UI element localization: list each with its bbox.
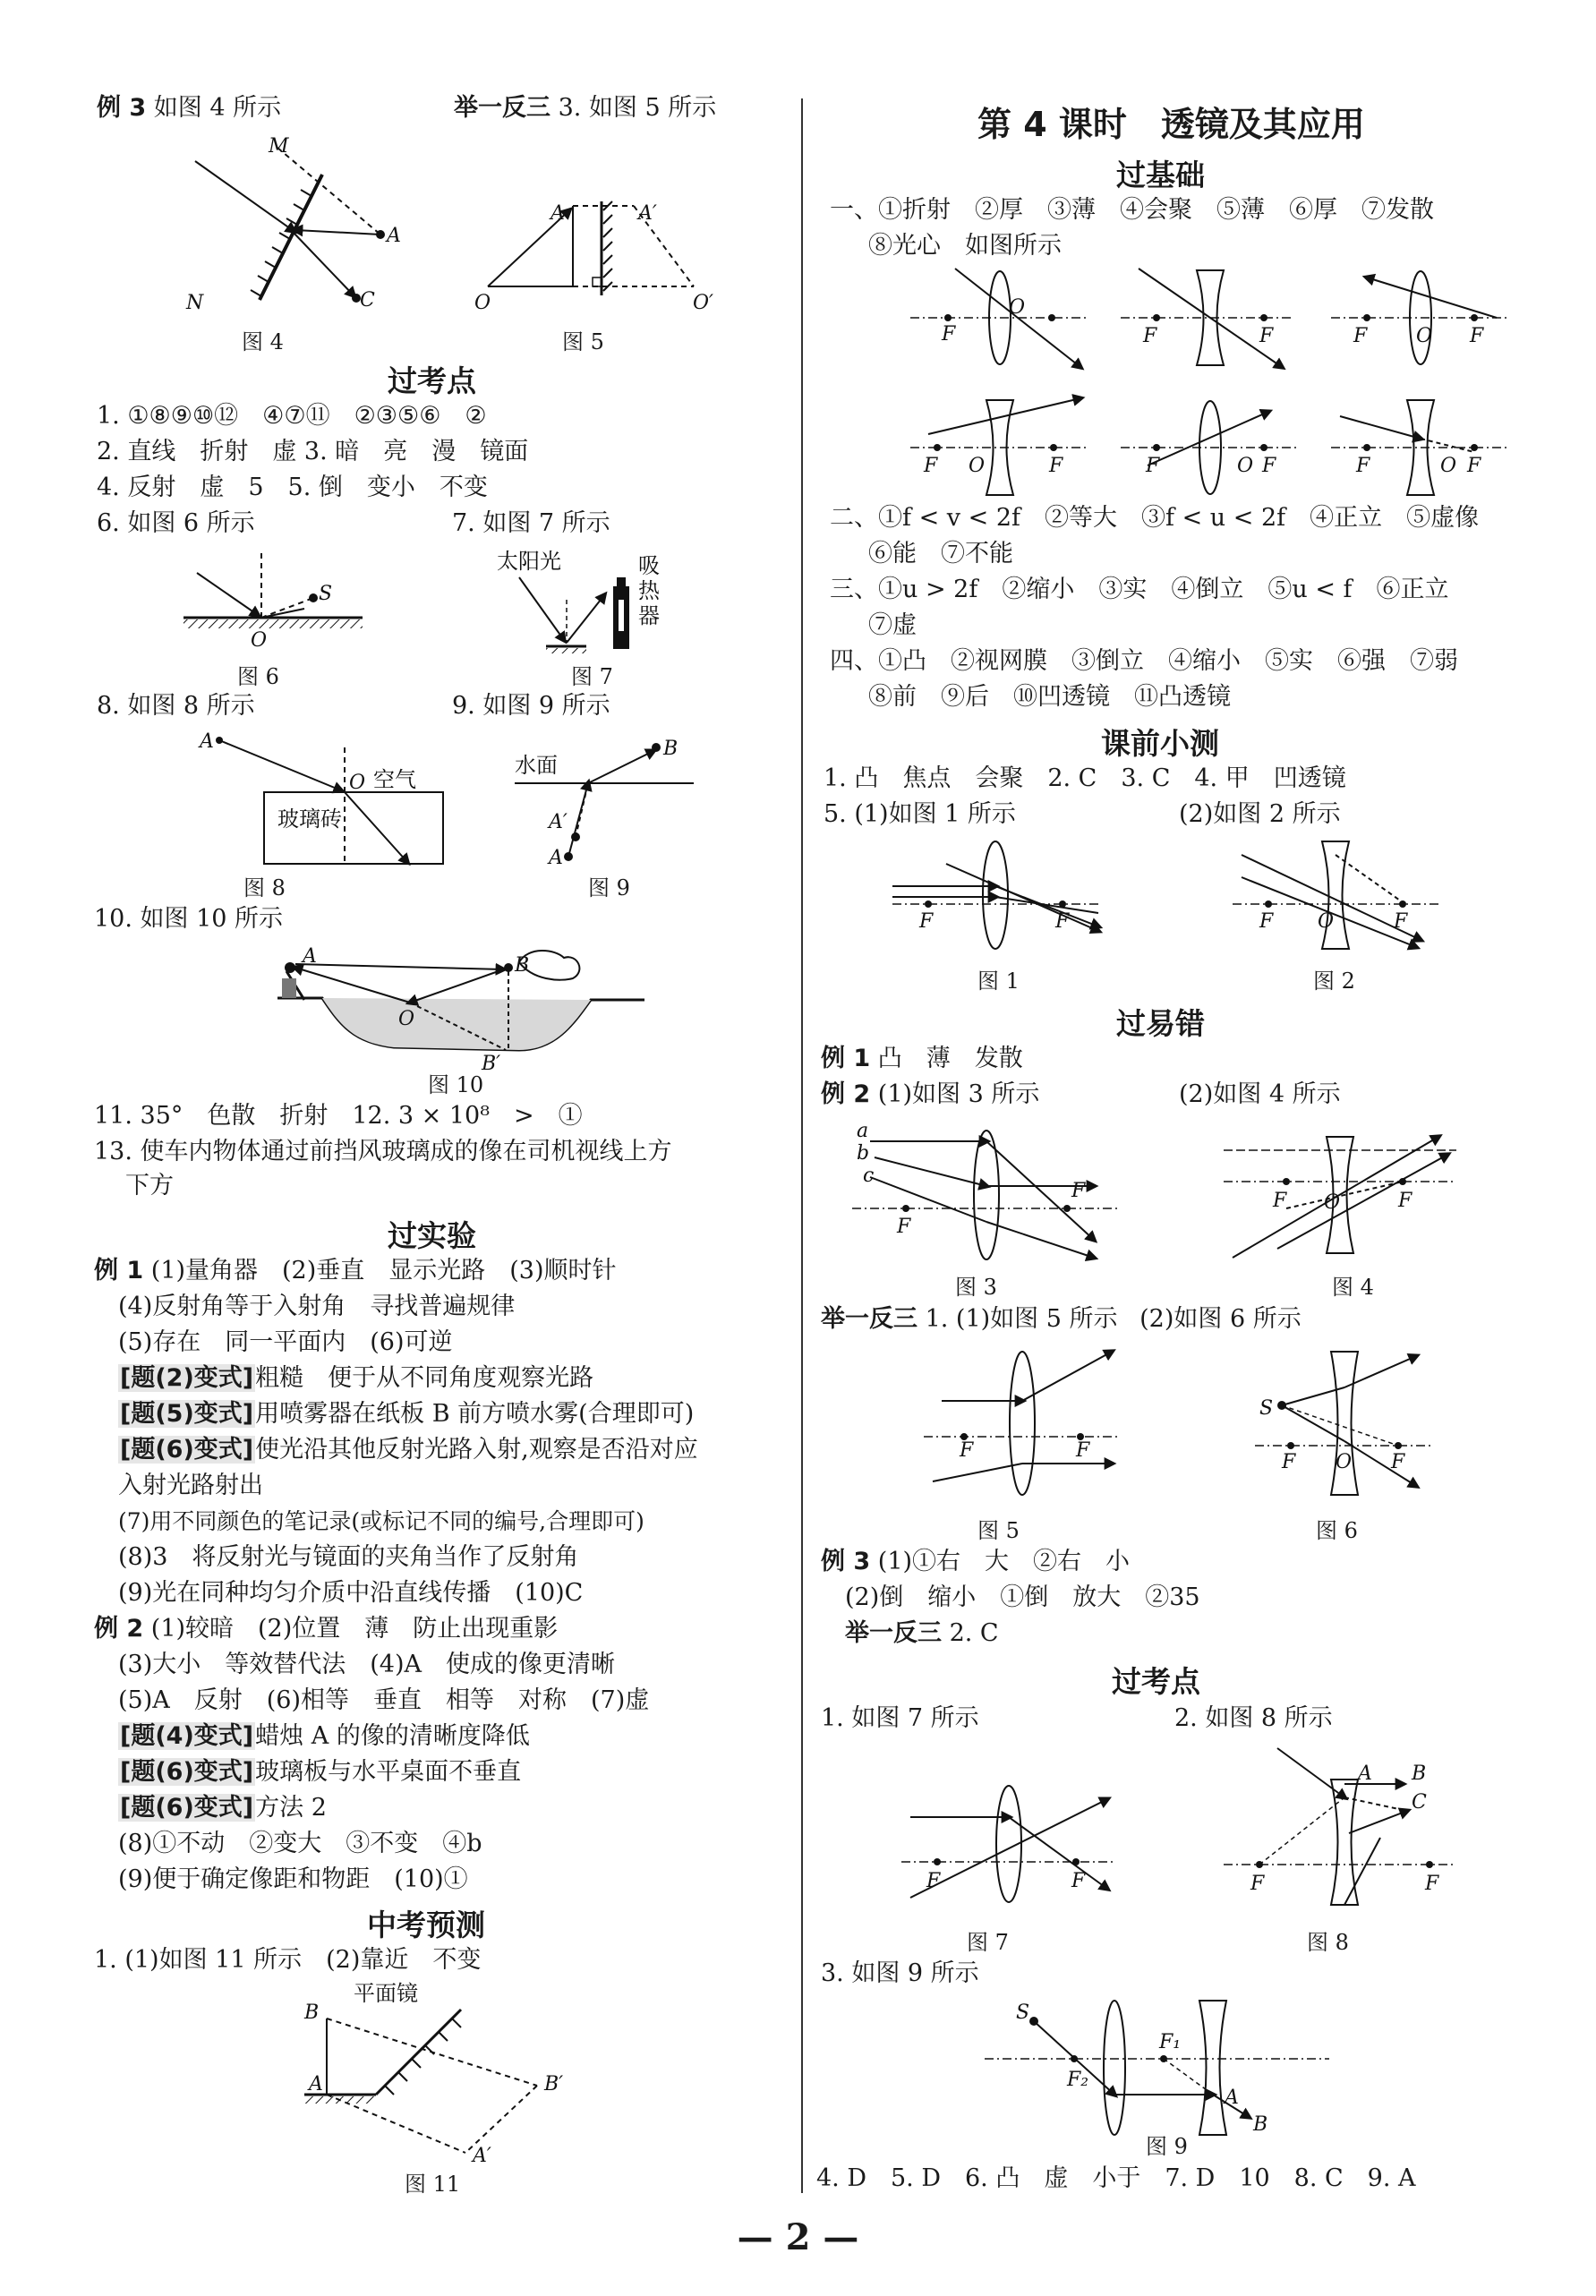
answer-line: (7)用不同颜色的笔记录(或标记不同的编号,合理即可)	[118, 1508, 644, 1534]
figure-6-caption: 图 6	[237, 664, 279, 689]
lens-diagram-convex-3	[1121, 401, 1300, 494]
optical-center-label: O	[1324, 1191, 1341, 1214]
figure-3-convex-lens	[852, 1120, 1121, 1262]
answer-line: 2. 直线 折射 虚 3. 暗 亮 漫 镜面	[97, 438, 529, 465]
focal-label: F	[1262, 455, 1276, 477]
lens-diagram-concave-2	[910, 398, 1089, 495]
answer-line: (5)存在 同一平面内 (6)可逆	[118, 1328, 453, 1356]
focal-label: F	[924, 455, 938, 477]
figure-9-water-refraction	[515, 738, 747, 873]
mirror-label: 平面镜	[354, 1981, 418, 2006]
variant-text: 方法 2	[255, 1794, 327, 1822]
answer-text: (1)①右 大 ②右 小	[877, 1548, 1131, 1575]
air-label: 空气	[373, 767, 416, 792]
figure-6-concave-lens	[1255, 1352, 1434, 1504]
optical-center-label: O	[1237, 455, 1254, 477]
answer-text: (2)如图 6 所示	[1139, 1305, 1302, 1333]
optical-center-label: O	[1336, 1451, 1353, 1473]
label-B: B	[663, 738, 679, 760]
variant-line	[118, 1363, 593, 1394]
section-title-kqxc: 课前小测	[1101, 726, 1219, 761]
focal-label: F	[1394, 910, 1408, 933]
variant-line	[118, 1435, 698, 1465]
lens-ray-diagrams	[910, 269, 1519, 537]
label-F1: F₁	[1159, 2031, 1182, 2053]
focal-label: F	[1146, 455, 1160, 477]
label-A: A	[303, 945, 317, 968]
answer-line: 2. 如图 8 所示	[1174, 1704, 1333, 1732]
label-S: S	[1016, 2002, 1030, 2024]
label-C: C	[1412, 1791, 1427, 1814]
water-surface-label: 水面	[515, 753, 558, 778]
answer-line: 7. 如图 7 所示	[452, 509, 610, 537]
example-label: 例 1	[821, 1045, 871, 1072]
example-label: 例 3	[821, 1548, 871, 1575]
focal-label: F	[1282, 1451, 1296, 1473]
focal-label: F	[1259, 910, 1274, 933]
focal-label: F	[1425, 1873, 1439, 1895]
focal-label: F	[1071, 1870, 1086, 1892]
variant-text: 蜡烛 A 的像的清晰度降低	[255, 1722, 530, 1750]
focal-label: F	[1353, 325, 1368, 347]
figure-6-caption: 图 6	[1316, 1518, 1358, 1543]
answer-text: 1. (1)如图 5 所示	[925, 1305, 1118, 1333]
label-A: A	[549, 847, 563, 869]
variant-text: 玻璃板与水平桌面不垂直	[255, 1758, 522, 1786]
figure-8-caption: 图 8	[1307, 1930, 1349, 1955]
answer-text: (1)量角器 (2)垂直 显示光路 (3)顺时针	[150, 1257, 617, 1285]
figure-5-plane-mirror	[474, 192, 716, 318]
follow-up-3-line	[454, 93, 716, 124]
example-1-line	[821, 1044, 1023, 1074]
focal-label: F	[1391, 1451, 1405, 1473]
section-title-jichu: 过基础	[1116, 158, 1205, 192]
answer-line: 10. 如图 10 所示	[94, 905, 284, 933]
optical-center-label: O	[1416, 325, 1433, 347]
answer-text: 凸 薄 发散	[877, 1045, 1023, 1072]
figure-8-refraction-glass	[175, 730, 461, 873]
label-B-prime: B′	[482, 1053, 501, 1075]
label-B: B	[1253, 2113, 1268, 2136]
figure-7-caption: 图 7	[571, 664, 613, 689]
page-number: — 2 —	[737, 2216, 859, 2258]
label-A: A	[1358, 1763, 1372, 1785]
follow-up-1-line	[821, 1304, 1302, 1335]
answer-line: (5)A 反射 (6)相等 垂直 相等 对称 (7)虚	[118, 1686, 650, 1714]
answer-line: 13. 使车内物体通过前挡风玻璃成的像在司机视线上方	[94, 1138, 672, 1165]
variant-tag: [题(6)变式]	[120, 1794, 254, 1822]
example-3-line	[821, 1547, 1130, 1577]
answer-line: (8)3 将反射光与镜面的夹角当作了反射角	[118, 1543, 579, 1571]
label-a: a	[857, 1120, 869, 1142]
label-c: c	[863, 1165, 875, 1187]
figure-2-concave-lens	[1233, 841, 1438, 953]
label-A: A	[550, 202, 565, 225]
section-title-kaodian: 过考点	[1112, 1664, 1200, 1699]
answer-line: ⑧光心 如图所示	[868, 232, 1062, 260]
lesson-title: 第 4 课时 透镜及其应用	[977, 105, 1365, 144]
figure-9-caption: 图 9	[588, 875, 630, 900]
figure-8-concave-lens	[1224, 1744, 1456, 1909]
figure-1-convex-lens	[892, 841, 1098, 953]
variant-text: 使光沿其他反射光路入射,观察是否沿对应	[255, 1436, 698, 1464]
glass-label: 玻璃砖	[277, 807, 342, 832]
focal-label: F	[1467, 455, 1481, 477]
figure-4-caption: 图 4	[1332, 1275, 1374, 1300]
example-3-line	[97, 93, 281, 124]
label-B-prime: B′	[544, 2073, 564, 2095]
figure-5-caption: 图 5	[562, 329, 604, 354]
label-B: B	[304, 2002, 320, 2024]
follow-up-label: 举一反三	[845, 1619, 942, 1647]
answer-line: ⑥能 ⑦不能	[868, 540, 1013, 568]
example-2-line	[94, 1614, 558, 1644]
answer-line: ⑧前 ⑨后 ⑩凹透镜 ⑪凸透镜	[868, 683, 1231, 711]
variant-line	[118, 1399, 694, 1430]
variant-tag: [题(6)变式]	[120, 1758, 254, 1786]
example-label: 例 2	[821, 1080, 871, 1108]
answer-line: 1. 如图 7 所示	[821, 1704, 979, 1732]
example-1-line	[94, 1256, 617, 1286]
sunlight-label: 太阳光	[497, 549, 561, 574]
label-N: N	[186, 292, 204, 314]
label-O: O	[474, 292, 491, 314]
answer-text: 2. C	[949, 1619, 999, 1647]
answer-line: 下方	[125, 1172, 174, 1199]
example-2-line	[821, 1080, 1039, 1110]
label-A: A	[309, 2073, 323, 2095]
example-label: 例 2	[94, 1615, 144, 1643]
answer-line: 1. (1)如图 11 所示 (2)靠近 不变	[94, 1946, 482, 1974]
figure-5-caption: 图 5	[977, 1518, 1020, 1543]
variant-tag: [题(6)变式]	[120, 1436, 254, 1464]
focal-label: F	[1076, 1439, 1090, 1462]
figure-11-plane-mirror	[304, 1981, 644, 2167]
focal-label: F	[1398, 1190, 1413, 1212]
focal-label: F	[1055, 910, 1070, 933]
lens-diagram-convex-2	[1331, 271, 1510, 364]
lens-diagram-concave-1	[1121, 269, 1291, 367]
answer-line: 5. (1)如图 1 所示	[824, 800, 1016, 828]
answer-line: 1. ①⑧⑨⑩⑫ ④⑦⑪ ②③⑤⑥ ②	[97, 402, 487, 430]
example-label: 例 3	[97, 94, 147, 122]
focal-label: F	[1470, 325, 1484, 347]
answer-line: 二、①f < v < 2f ②等大 ③f < u < 2f ④正立 ⑤虚像	[830, 504, 1480, 532]
label-A: A	[200, 730, 214, 753]
label-b: b	[857, 1142, 870, 1165]
variant-line	[118, 1757, 521, 1788]
figure-9-caption: 图 9	[1146, 2134, 1188, 2159]
answer-line: 4. 反射 虚 5 5. 倒 变小 不变	[97, 474, 488, 501]
focal-label: F	[1143, 325, 1157, 347]
label-O: O	[251, 629, 268, 652]
variant-text: 用喷雾器在纸板 B 前方喷水雾(合理即可)	[255, 1400, 695, 1428]
example-text: 如图 4 所示	[153, 94, 282, 122]
variant-line	[118, 1721, 530, 1752]
answer-line: 四、①凸 ②视网膜 ③倒立 ④缩小 ⑤实 ⑥强 ⑦弱	[830, 647, 1458, 675]
label-S: S	[319, 583, 333, 605]
section-title-zhongkao: 中考预测	[367, 1908, 485, 1942]
answer-line: 三、①u > 2f ②缩小 ③实 ④倒立 ⑤u < f ⑥正立	[830, 576, 1449, 603]
optical-center-label: O	[1440, 455, 1457, 477]
figure-7-caption: 图 7	[967, 1930, 1009, 1955]
label-A: A	[387, 225, 401, 247]
follow-up-2-line	[845, 1618, 999, 1649]
section-title-guokaodian: 过考点	[388, 363, 476, 398]
focal-label: F	[926, 1870, 941, 1892]
figure-8-caption: 图 8	[243, 875, 286, 900]
focal-label: F	[897, 1216, 911, 1238]
right-column	[816, 0, 1523, 2211]
figure-9-lens-system	[985, 1996, 1343, 2139]
focal-label: F	[919, 910, 934, 933]
figure-10-pond-reflection	[269, 944, 689, 1079]
answer-text: (1)较暗 (2)位置 薄 防止出现重影	[150, 1615, 559, 1643]
label-F2: F₂	[1067, 2069, 1089, 2091]
figure-7-convex-lens	[901, 1781, 1116, 1907]
follow-up-text: 3. 如图 5 所示	[558, 94, 717, 122]
optical-center-label: O	[1009, 296, 1026, 319]
figure-4-reflection	[161, 134, 401, 322]
answer-line: (2)如图 4 所示	[1179, 1080, 1341, 1108]
variant-tag: [题(5)变式]	[120, 1400, 254, 1428]
figure-3-caption: 图 3	[955, 1275, 997, 1300]
variant-line	[118, 1793, 327, 1823]
focal-label: F	[960, 1439, 974, 1462]
label-M: M	[269, 135, 289, 158]
answer-line: (8)①不动 ②变大 ③不变 ④b	[118, 1830, 482, 1857]
column-divider	[801, 98, 803, 2193]
section-title-guoshiyan: 过实验	[388, 1218, 476, 1253]
variant-text: 粗糙 便于从不同角度观察光路	[255, 1364, 594, 1392]
heat-label: 热	[638, 578, 660, 603]
answer-line: ⑦虚	[868, 611, 917, 639]
answer-line: 4. D 5. D 6. 凸 虚 小于 7. D 10 8. C 9. A	[816, 2164, 1416, 2192]
label-B: B	[515, 954, 530, 977]
section-title-yicuo: 过易错	[1116, 1006, 1205, 1041]
answer-line: 6. 如图 6 所示	[97, 509, 255, 537]
label-A: A	[1225, 2087, 1239, 2109]
variant-tag: [题(2)变式]	[120, 1364, 254, 1392]
focal-label: F	[1259, 325, 1274, 347]
focal-label: F	[1273, 1190, 1287, 1212]
focal-label: F	[1071, 1180, 1086, 1202]
answer-line: (2)如图 2 所示	[1179, 800, 1341, 828]
answer-line: 1. 凸 焦点 会聚 2. C 3. C 4. 甲 凹透镜	[824, 764, 1346, 792]
variant-tag: [题(4)变式]	[120, 1722, 254, 1750]
heat-label: 器	[638, 603, 660, 628]
answer-line: (3)大小 等效替代法 (4)A 使成的像更清晰	[118, 1651, 615, 1678]
label-O-prime: O′	[693, 292, 714, 314]
answer-line: 一、①折射 ②厚 ③薄 ④会聚 ⑤薄 ⑥厚 ⑦发散	[830, 196, 1434, 224]
left-column	[90, 0, 797, 2211]
answer-line: 3. 如图 9 所示	[821, 1959, 979, 1987]
label-O: O	[398, 1008, 415, 1030]
label-A-prime: A′	[638, 202, 657, 225]
figure-7-solar-collector	[497, 546, 730, 653]
heat-label: 吸	[638, 553, 660, 578]
answer-text: (1)如图 3 所示	[877, 1080, 1040, 1108]
figure-2-caption: 图 2	[1313, 969, 1355, 994]
label-S: S	[1259, 1397, 1274, 1420]
label-C: C	[360, 289, 375, 312]
figure-10-caption: 图 10	[428, 1072, 484, 1097]
answer-line: 入射光路射出	[118, 1472, 263, 1499]
answer-line: (2)倒 缩小 ①倒 放大 ②35	[845, 1583, 1200, 1611]
focal-label: F	[1356, 455, 1370, 477]
figure-6-reflection	[179, 546, 367, 652]
focal-label: F	[1250, 1873, 1265, 1895]
optical-center-label: O	[969, 455, 986, 477]
figure-4-caption: 图 4	[242, 329, 284, 354]
label-B: B	[1412, 1763, 1427, 1785]
example-label: 例 1	[94, 1257, 144, 1285]
label-A-prime: A′	[473, 2145, 491, 2167]
answer-line: (4)反射角等于入射角 寻找普遍规律	[118, 1293, 516, 1320]
follow-up-label: 举一反三	[454, 94, 550, 122]
lens-diagram-convex-1	[910, 269, 1089, 367]
focal-label: F	[942, 323, 956, 346]
answer-line: (9)光在同种均匀介质中沿直线传播 (10)C	[118, 1579, 584, 1607]
optical-center-label: O	[1318, 910, 1335, 933]
figure-11-caption: 图 11	[405, 2172, 461, 2197]
focal-label: F	[1049, 455, 1063, 477]
label-O: O	[349, 772, 366, 794]
label-A-prime: A′	[549, 811, 568, 833]
follow-up-label: 举一反三	[821, 1305, 917, 1333]
answer-line: 11. 35° 色散 折射 12. 3 × 10⁸ > ①	[94, 1102, 583, 1130]
answer-line: 8. 如图 8 所示	[97, 692, 255, 720]
figure-4-concave-lens	[1224, 1137, 1456, 1258]
lens-diagram-concave-3	[1331, 400, 1510, 495]
figure-1-caption: 图 1	[977, 969, 1020, 994]
answer-line: 9. 如图 9 所示	[452, 692, 610, 720]
figure-5-convex-lens	[924, 1347, 1121, 1499]
answer-line: (9)便于确定像距和物距 (10)①	[118, 1865, 468, 1893]
